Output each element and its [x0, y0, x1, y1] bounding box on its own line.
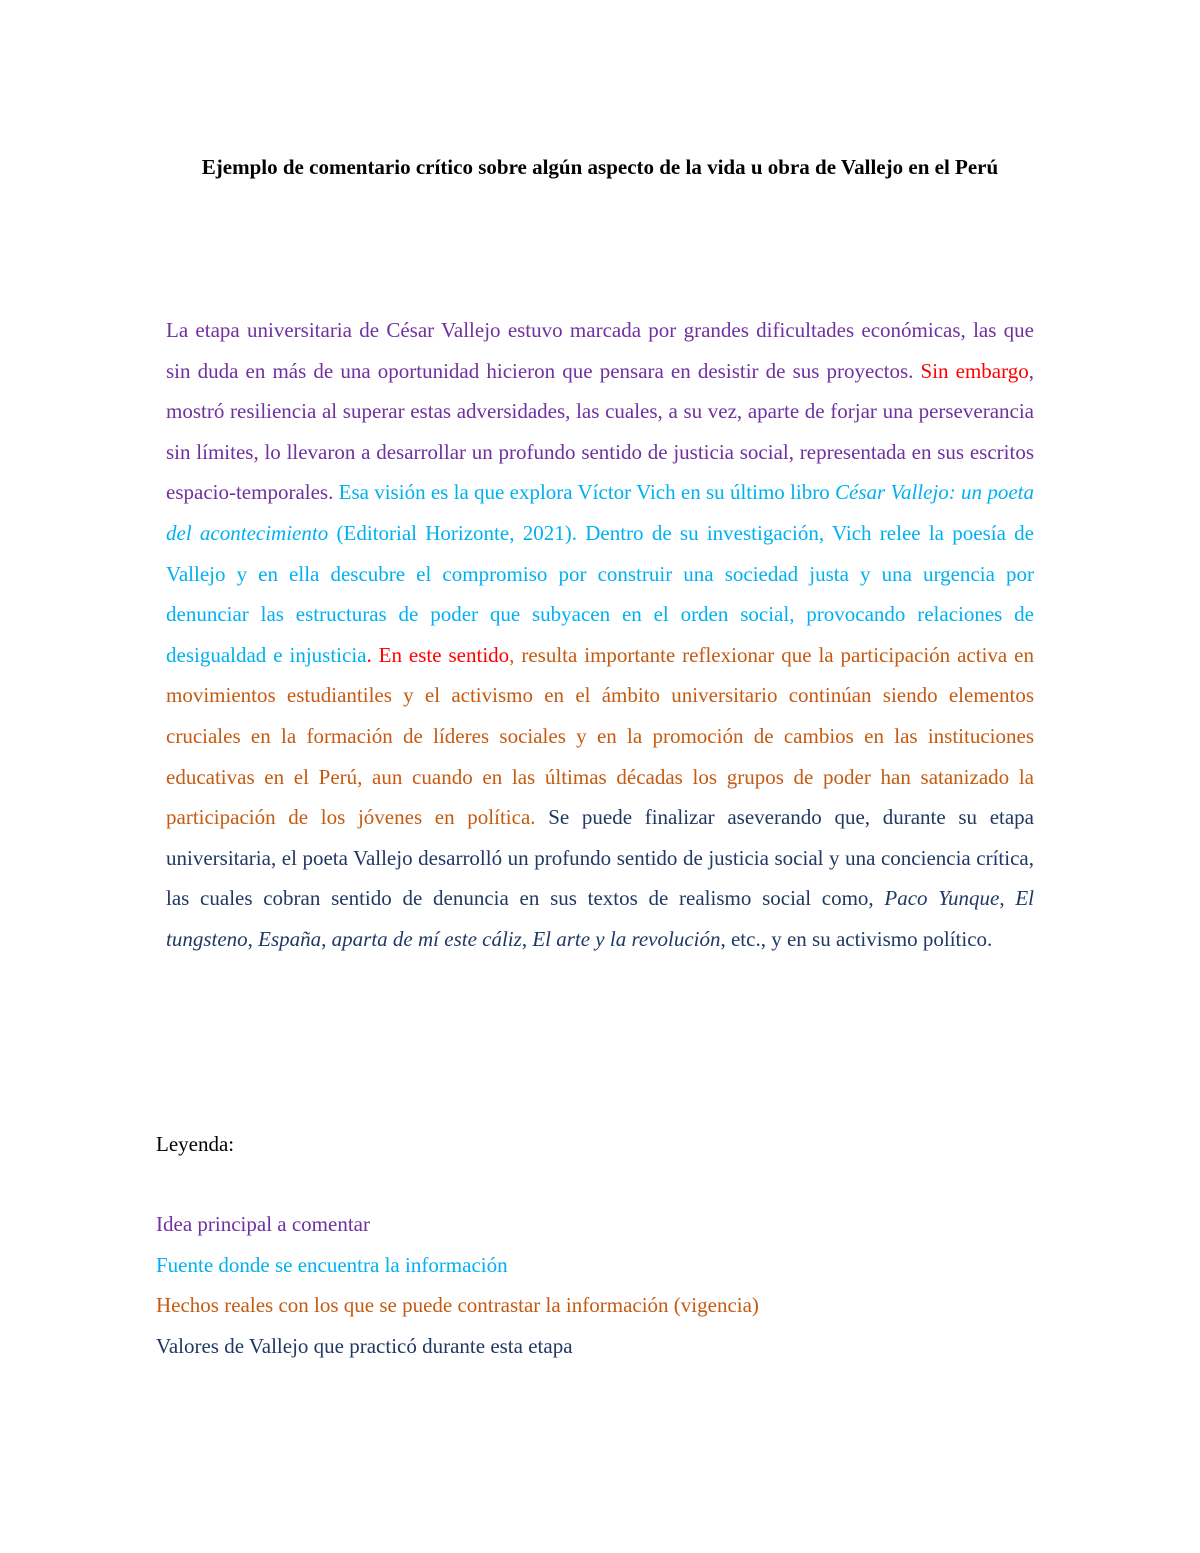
source-book-title: César Vallejo: un poeta del acontecimiento — [166, 480, 1034, 545]
legend-title: Leyenda: — [156, 1132, 235, 1156]
comment-paragraph: La etapa universitaria de César Vallejo estuvo marcada por grandes dificultades económicas, las que sin duda en más de una oportunidad hicieron que pensara en desistir de sus proyectos. Sin embargo, mostró resiliencia al superar estas adversidades, las cuales, a su vez, aparte de forjar una perseverancia sin límites, lo llevaron a desarrollar un profundo sentido de justicia social, representada en sus escritos espacio-temporales. Esa visión es la que explora Víctor Vich en su último libro César Vallejo: un poeta del acontecimiento (Editorial Horizonte, 2021). Dentro de su investigación, Vich relee la poesía de Vallejo y en ella descubre el compromiso por construir una sociedad justa y una urgencia por denunciar las estructuras de poder que subyacen en el orden social, provocando relaciones de desigualdad e injusticia. En este sentido, resulta importante reflexionar que la participación activa en movimientos estudiantiles y el activismo en el ámbito universitario continúan siendo elementos cruciales en la formación de líderes sociales y en la promoción de cambios en las instituciones educativas en el Perú, aun cuando en las últimas décadas los grupos de poder han satanizado la participación de los jóvenes en política. Se puede finalizar aseverando que, durante su etapa universitaria, el poeta Vallejo desarrolló un profundo sentido de justicia social y una conciencia crítica, las cuales cobran sentido de denuncia en sus textos de realismo social como, Paco Yunque, El tungsteno, España, aparta de mí este cáliz, El arte y la revolución, etc., y en su activismo político. — [166, 318, 1035, 951]
work-title-espana: España, aparta de mí este cáliz — [258, 926, 522, 951]
legend-item-source: Fuente donde se encuentra la información — [156, 1252, 508, 1277]
document-title: Ejemplo de comentario crítico sobre algún aspecto de la vida u obra de Vallejo en el Perú — [201, 155, 999, 179]
legend-item-main-idea: Idea principal a comentar — [156, 1212, 370, 1236]
legend-item-facts: Hechos reales con los que se puede contrastar la información (vigencia) — [156, 1293, 759, 1317]
legend-list — [156, 1204, 759, 1366]
legend-item-values: Valores de Vallejo que practicó durante esta etapa — [156, 1333, 573, 1358]
work-title-el-arte-y-la-revolucion: El arte y la revolución — [532, 926, 721, 951]
main-idea-text: La etapa universitaria de César Vallejo estuvo marcada por grandes dificultades económicas, las que sin duda en más de una oportunidad hicieron que pensara en desistir de sus proyectos. — [166, 318, 1034, 383]
values-text: Se puede finalizar aseverando que, durante su etapa universitaria, el poeta Vallejo desarrolló un profundo sentido de justicia social y una conciencia crítica, las cuales cobran sentido de denuncia en sus textos de realismo social como, — [166, 805, 1035, 911]
facts-text: , resulta importante reflexionar que la participación activa en movimientos estudiantiles y el activismo en el ámbito universitario continúan siendo elementos cruciales en la formación de líderes sociales y en la promoción de cambios en las instituciones educativas en el Perú, aun cuando en las últimas décadas los grupos de poder han satanizado la participación de los jóvenes en política. — [166, 642, 1034, 830]
source-text-continued: (Editorial Horizonte, 2021). Dentro de su investigación, Vich relee la poesía de Vallejo y en ella descubre el compromiso por construir una sociedad justa y una urgencia por denunciar las estructuras de poder que subyacen en el orden social, provocando relaciones de desigualdad e injusticia — [166, 520, 1035, 667]
source-text: Esa visión es la que explora Víctor Vich en su último libro — [338, 480, 830, 505]
main-idea-text-continued: , mostró resiliencia al superar estas adversidades, las cuales, a su vez, aparte de forjar una perseverancia sin límites, lo llevaron a desarrollar un profundo sentido de justicia social, representada en sus escritos espacio-temporales. — [166, 358, 1034, 505]
connector-en-este-sentido: . En este sentido — [366, 642, 510, 667]
work-title-el-tungsteno: El tungsteno — [166, 886, 1034, 951]
values-text-ending: , etc., y en su activismo político. — [720, 926, 993, 951]
work-title-paco-yunque: Paco Yunque — [884, 886, 1000, 911]
connector-sin-embargo: Sin embargo — [920, 358, 1029, 383]
